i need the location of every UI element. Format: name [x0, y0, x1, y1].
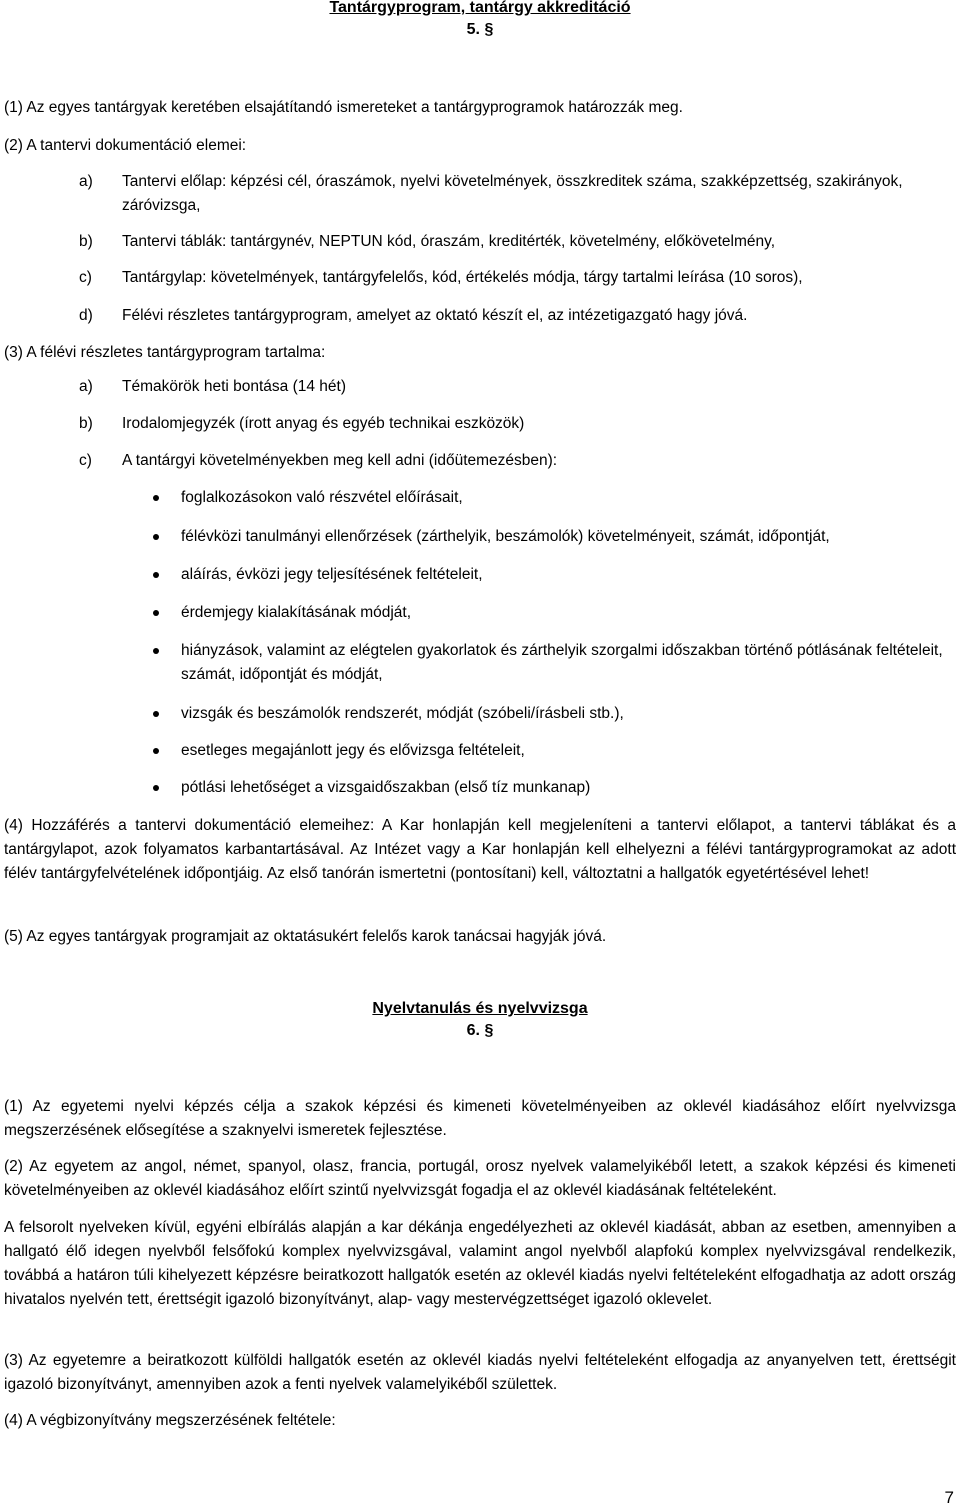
bullet-item: [153, 639, 956, 687]
s6-paragraph-4: (4) A végbizonyítvány megszerzésének feltétele:: [4, 1412, 336, 1429]
section-5-heading: [0, 0, 960, 41]
bullet-icon: [153, 534, 159, 540]
s5-p2-item-b: [79, 230, 956, 254]
s5-p2-item-a: [79, 170, 956, 218]
s5-p3-item-a: [79, 375, 956, 399]
item-text: Témakörök heti bontása (14 hét): [122, 378, 347, 395]
s5-paragraph-1: (1) Az egyes tantárgyak keretében elsajátítandó ismereteket a tantárgyprogramok határozzák meg.: [4, 99, 683, 116]
item-label: c): [79, 452, 92, 469]
bullet-text: érdemjegy kialakításának módját,: [181, 604, 412, 621]
bullet-item: [153, 739, 956, 763]
s5-paragraph-4: (4) Hozzáférés a tantervi dokumentáció elemeihez: A Kar honlapján kell megjeleníteni a tantervi előlapot, a tantervi táblákat és a tantárgylapot, azok folyamatos karbantartásával. Az Intézet vagy a Kar honlapján kell elhelyezni a félévi tantárgyprogramokat az adott félév tantárgyfelvételének időpontjáig. Az első tanórán ismertetni (pontosítani) kell, változtatni a hallgatók egyetértésével lehet!: [4, 817, 956, 882]
bullet-icon: [153, 495, 159, 501]
section-6-number: 6. §: [466, 1022, 494, 1039]
section-6-title: Nyelvtanulás és nyelvvizsga: [372, 1000, 588, 1017]
section-5-title: Tantárgyprogram, tantárgy akkreditáció: [329, 0, 631, 16]
bullet-item: [153, 702, 956, 726]
s5-p3-item-c: [79, 449, 956, 473]
bullet-item: [153, 486, 956, 510]
section-5-number: 5. §: [466, 21, 494, 38]
bullet-icon: [153, 785, 159, 791]
item-label: a): [79, 173, 93, 190]
bullet-text: vizsgák és beszámolók rendszerét, módját (szóbeli/írásbeli stb.),: [181, 705, 624, 722]
bullet-item: [153, 601, 956, 625]
item-label: b): [79, 233, 93, 250]
item-text: Tantervi előlap: képzési cél, óraszámok, nyelvi követelmények, összkreditek száma, szakképzettség, szakirányok, záróvizsga,: [122, 173, 903, 214]
s5-p3-item-b: [79, 412, 956, 436]
item-label: d): [79, 307, 93, 324]
item-text: Tantárgylap: követelmények, tantárgyfelelős, kód, értékelés módja, tárgy tartalmi leírása (10 soros),: [122, 269, 803, 286]
bullet-icon: [153, 711, 159, 717]
bullet-icon: [153, 648, 159, 654]
item-text: Irodalomjegyzék (írott anyag és egyéb technikai eszközök): [122, 415, 525, 432]
bullet-text: hiányzások, valamint az elégtelen gyakorlatok és zárthelyik szorgalmi időszakban történő pótlásának feltételeit, számát, időpontját és módját,: [181, 642, 943, 683]
item-label: b): [79, 415, 93, 432]
item-label: c): [79, 269, 92, 286]
s6-paragraph-3: (3) Az egyetemre a beiratkozott külföldi hallgatók esetén az oklevél kiadás nyelvi feltételeként elfogadja az anyanyelven tett, érettségit igazoló bizonyítványt, amennyiben azok a fenti nyelvek valamelyikéből születtek.: [4, 1352, 956, 1393]
bullet-text: esetleges megajánlott jegy és elővizsga feltételeit,: [181, 742, 525, 759]
s5-paragraph-5: (5) Az egyes tantárgyak programjait az oktatásukért felelős karok tanácsai hagyják jóvá.: [4, 928, 607, 945]
item-label: a): [79, 378, 93, 395]
bullet-icon: [153, 572, 159, 578]
s6-paragraph-1: (1) Az egyetemi nyelvi képzés célja a szakok képzési és kimeneti követelményeiben az oklevél kiadásához előírt nyelvvizsga megszerzésének elősegítése a szaknyelvi ismeretek fejlesztése.: [4, 1098, 956, 1139]
section-6-heading: [0, 998, 960, 1042]
s5-p2-item-c: [79, 266, 956, 290]
s5-paragraph-3: (3) A félévi részletes tantárgyprogram tartalma:: [4, 344, 326, 361]
bullet-text: aláírás, évközi jegy teljesítésének feltételeit,: [181, 566, 483, 583]
page-number: 7: [944, 1488, 954, 1507]
bullet-text: pótlási lehetőséget a vizsgaidőszakban (első tíz munkanap): [181, 779, 591, 796]
item-text: Félévi részletes tantárgyprogram, amelyet az oktató készít el, az intézetigazgató hagy jóvá.: [122, 307, 748, 324]
bullet-item: [153, 563, 956, 587]
item-text: Tantervi táblák: tantárgynév, NEPTUN kód, óraszám, kreditérték, követelmény, előkövetelmény,: [122, 233, 775, 250]
s6-paragraph-2: (2) Az egyetem az angol, német, spanyol, olasz, francia, portugál, orosz nyelvek valamelyikéből letett, a szakok képzési és kimeneti követelményeiben az oklevél kiadásához előírt szintű nyelvvizsgát fogadja el az oklevél kiadásának feltételeként.: [4, 1158, 956, 1199]
bullet-icon: [153, 610, 159, 616]
s6-paragraph-2b: A felsorolt nyelveken kívül, egyéni elbírálás alapján a kar dékánja engedélyezheti az oklevél kiadását, abban az esetben, amennyiben a hallgató élő idegen nyelvből felsőfokú komplex nyelvvizsgával, valamint angol nyelvből alapfokú komplex nyelvvizsgával rendelkezik, továbbá a határon túli kihelyezett képzésre beiratkozott hallgatók esetén az oklevél kiadás nyelvi feltételeként elfogadhatja az adott ország hivatalos nyelvén tett, érettségit igazoló bizonyítványt, alap- vagy mestervégzettséget igazoló oklevelet.: [4, 1219, 956, 1308]
item-text: A tantárgyi követelményekben meg kell adni (időütemezésben):: [122, 452, 558, 469]
bullet-text: foglalkozásokon való részvétel előírásait,: [181, 489, 463, 506]
bullet-item: [153, 525, 956, 549]
bullet-text: félévközi tanulmányi ellenőrzések (zárthelyik, beszámolók) követelményeit, számát, időpontját,: [181, 528, 830, 545]
s5-paragraph-2: (2) A tantervi dokumentáció elemei:: [4, 137, 247, 154]
s5-p2-item-d: [79, 304, 956, 328]
bullet-icon: [153, 748, 159, 754]
bullet-item: [153, 776, 956, 800]
